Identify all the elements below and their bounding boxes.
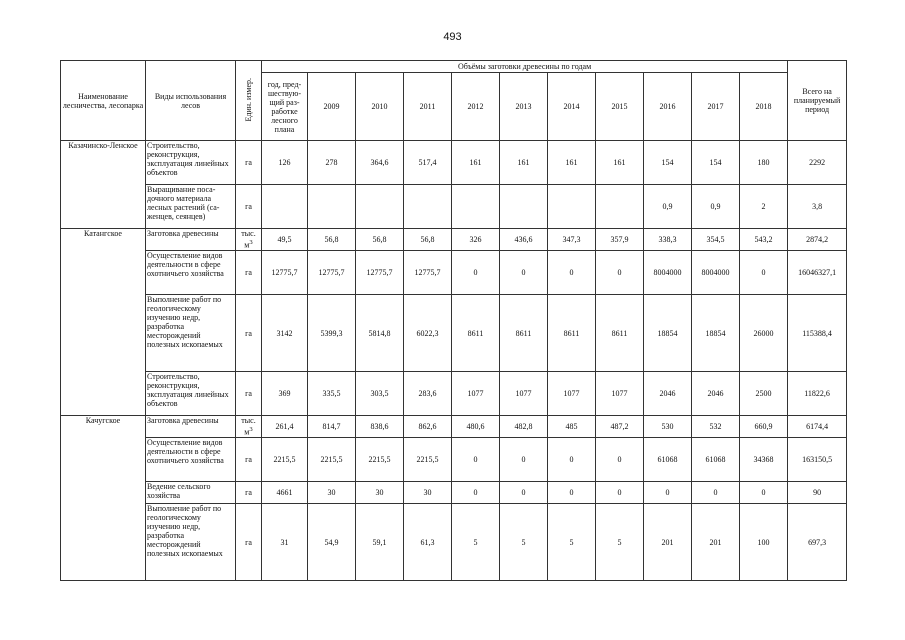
value-cell — [262, 185, 308, 229]
value-cell: 5 — [596, 504, 644, 581]
value-cell: 5814,8 — [356, 295, 404, 372]
header-year-2011: 2011 — [404, 73, 452, 141]
value-cell: 61068 — [692, 438, 740, 482]
table-row — [61, 438, 847, 482]
value-cell: 1077 — [500, 372, 548, 416]
unit-text: тыс. м — [241, 229, 256, 250]
value-cell: 0 — [452, 251, 500, 295]
header-previous-year: год, пред-шествую-щий раз-работке лесного плана — [262, 73, 308, 141]
unit-cell — [236, 229, 262, 251]
value-cell: 56,8 — [356, 229, 404, 251]
value-cell: 12775,7 — [404, 251, 452, 295]
value-cell: 0 — [692, 482, 740, 504]
forestry-name-cell — [61, 372, 146, 416]
value-cell: 161 — [548, 141, 596, 185]
value-cell: 30 — [356, 482, 404, 504]
forestry-name-cell: Качугское — [61, 416, 146, 438]
value-cell: 59,1 — [356, 504, 404, 581]
value-cell: 0 — [500, 482, 548, 504]
forest-use-cell: Выполнение работ по геологическому изучению недр, разработка месторождений полезных ископаемых — [146, 504, 236, 581]
value-cell: 357,9 — [596, 229, 644, 251]
value-cell: 6022,3 — [404, 295, 452, 372]
value-cell — [452, 185, 500, 229]
value-cell: 8611 — [452, 295, 500, 372]
header-forest-use: Виды использования лесов — [146, 61, 236, 141]
value-cell: 2215,5 — [356, 438, 404, 482]
unit-text: га — [245, 202, 252, 211]
value-cell: 0 — [596, 251, 644, 295]
forest-use-cell: Строительство, реконструкция, эксплуатация линейных объектов — [146, 372, 236, 416]
value-cell: 2046 — [644, 372, 692, 416]
value-cell: 5399,3 — [308, 295, 356, 372]
value-cell: 12775,7 — [356, 251, 404, 295]
value-cell: 0,9 — [644, 185, 692, 229]
value-cell: 2215,5 — [308, 438, 356, 482]
value-cell: 660,9 — [740, 416, 788, 438]
value-cell: 338,3 — [644, 229, 692, 251]
forest-use-cell: Осуществление видов деятельности в сфере охотничьего хозяйства — [146, 438, 236, 482]
value-cell: 2 — [740, 185, 788, 229]
value-cell: 8004000 — [692, 251, 740, 295]
value-cell: 326 — [452, 229, 500, 251]
unit-cell — [236, 504, 262, 581]
value-cell: 0 — [500, 438, 548, 482]
forest-use-cell: Заготовка древесины — [146, 416, 236, 438]
forestry-name-cell: Катангское — [61, 229, 146, 251]
header-forestry: Наименование лесничества, лесопарка — [61, 61, 146, 141]
forestry-name-cell — [61, 251, 146, 295]
header-year-2018: 2018 — [740, 73, 788, 141]
value-cell: 1077 — [596, 372, 644, 416]
value-cell — [500, 185, 548, 229]
total-cell: 163150,5 — [788, 438, 847, 482]
value-cell: 34368 — [740, 438, 788, 482]
unit-cell — [236, 372, 262, 416]
table-row — [61, 229, 847, 251]
value-cell: 0 — [644, 482, 692, 504]
table-row — [61, 504, 847, 581]
header-total: Всего на планируемый период — [788, 61, 847, 141]
value-cell: 49,5 — [262, 229, 308, 251]
table-row — [61, 416, 847, 438]
forest-use-cell: Заготовка древесины — [146, 229, 236, 251]
value-cell: 8611 — [548, 295, 596, 372]
total-cell: 3,8 — [788, 185, 847, 229]
value-cell: 126 — [262, 141, 308, 185]
value-cell: 485 — [548, 416, 596, 438]
unit-cell — [236, 482, 262, 504]
value-cell: 369 — [262, 372, 308, 416]
header-unit-text: Един. измер. — [244, 77, 253, 122]
harvest-volume-table — [60, 60, 847, 581]
header-year-2014: 2014 — [548, 73, 596, 141]
value-cell: 154 — [692, 141, 740, 185]
header-year-2017: 2017 — [692, 73, 740, 141]
value-cell: 0 — [596, 482, 644, 504]
value-cell: 436,6 — [500, 229, 548, 251]
value-cell: 0 — [452, 482, 500, 504]
header-volumes-by-year: Объёмы заготовки древесины по годам — [262, 61, 788, 73]
value-cell: 347,3 — [548, 229, 596, 251]
value-cell: 335,5 — [308, 372, 356, 416]
forestry-name-cell — [61, 295, 146, 372]
value-cell: 5 — [452, 504, 500, 581]
value-cell: 5 — [548, 504, 596, 581]
value-cell: 26000 — [740, 295, 788, 372]
value-cell: 56,8 — [308, 229, 356, 251]
table-row — [61, 482, 847, 504]
value-cell: 1077 — [452, 372, 500, 416]
table-row — [61, 251, 847, 295]
value-cell: 161 — [596, 141, 644, 185]
value-cell: 12775,7 — [308, 251, 356, 295]
forest-use-cell: Выполнение работ по геологическому изучению недр, разработка месторождений полезных ископаемых — [146, 295, 236, 372]
value-cell: 480,6 — [452, 416, 500, 438]
value-cell: 0 — [596, 438, 644, 482]
unit-cell — [236, 141, 262, 185]
value-cell: 61,3 — [404, 504, 452, 581]
value-cell: 814,7 — [308, 416, 356, 438]
value-cell: 2046 — [692, 372, 740, 416]
value-cell — [308, 185, 356, 229]
value-cell: 838,6 — [356, 416, 404, 438]
value-cell: 100 — [740, 504, 788, 581]
unit-text: га — [245, 268, 252, 277]
total-cell: 90 — [788, 482, 847, 504]
value-cell: 0 — [548, 438, 596, 482]
table-row — [61, 185, 847, 229]
header-unit — [236, 61, 262, 141]
unit-cell — [236, 416, 262, 438]
value-cell: 12775,7 — [262, 251, 308, 295]
total-cell: 115388,4 — [788, 295, 847, 372]
header-year-2013: 2013 — [500, 73, 548, 141]
value-cell: 543,2 — [740, 229, 788, 251]
unit-superscript: 3 — [249, 239, 253, 247]
table-row — [61, 141, 847, 185]
unit-cell — [236, 251, 262, 295]
value-cell: 0 — [740, 482, 788, 504]
value-cell: 154 — [644, 141, 692, 185]
value-cell: 201 — [692, 504, 740, 581]
value-cell: 18854 — [644, 295, 692, 372]
value-cell: 3142 — [262, 295, 308, 372]
value-cell: 30 — [308, 482, 356, 504]
forestry-name-cell — [61, 504, 146, 581]
total-cell: 6174,4 — [788, 416, 847, 438]
value-cell: 2500 — [740, 372, 788, 416]
value-cell: 8611 — [500, 295, 548, 372]
forest-use-cell: Строительство, реконструкция, эксплуатация линейных объектов — [146, 141, 236, 185]
forest-use-cell: Выращивание поса-дочного материала лесных растений (са-женцев, сеянцев) — [146, 185, 236, 229]
forestry-name-cell — [61, 438, 146, 482]
total-cell: 11822,6 — [788, 372, 847, 416]
value-cell: 0 — [548, 482, 596, 504]
value-cell: 8611 — [596, 295, 644, 372]
value-cell: 8004000 — [644, 251, 692, 295]
unit-text: тыс. м — [241, 416, 256, 437]
forest-use-cell: Ведение сельского хозяйства — [146, 482, 236, 504]
header-year-2010: 2010 — [356, 73, 404, 141]
unit-cell — [236, 438, 262, 482]
value-cell — [548, 185, 596, 229]
value-cell: 261,4 — [262, 416, 308, 438]
value-cell: 161 — [500, 141, 548, 185]
value-cell: 0 — [548, 251, 596, 295]
value-cell: 0 — [740, 251, 788, 295]
page-number: 493 — [443, 31, 462, 43]
table-row — [61, 372, 847, 416]
total-cell: 16046327,1 — [788, 251, 847, 295]
unit-superscript: 3 — [249, 426, 253, 434]
value-cell: 54,9 — [308, 504, 356, 581]
value-cell — [596, 185, 644, 229]
value-cell: 2215,5 — [262, 438, 308, 482]
value-cell: 18854 — [692, 295, 740, 372]
value-cell: 354,5 — [692, 229, 740, 251]
total-cell: 2292 — [788, 141, 847, 185]
value-cell: 482,8 — [500, 416, 548, 438]
unit-text: га — [245, 488, 252, 497]
value-cell: 31 — [262, 504, 308, 581]
value-cell: 303,5 — [356, 372, 404, 416]
unit-text: га — [245, 158, 252, 167]
total-cell: 697,3 — [788, 504, 847, 581]
value-cell: 278 — [308, 141, 356, 185]
value-cell — [404, 185, 452, 229]
value-cell: 364,6 — [356, 141, 404, 185]
value-cell: 2215,5 — [404, 438, 452, 482]
header-year-2016: 2016 — [644, 73, 692, 141]
header-year-2015: 2015 — [596, 73, 644, 141]
value-cell: 0 — [500, 251, 548, 295]
table-row — [61, 295, 847, 372]
value-cell: 5 — [500, 504, 548, 581]
value-cell: 4661 — [262, 482, 308, 504]
unit-cell — [236, 295, 262, 372]
value-cell: 201 — [644, 504, 692, 581]
forestry-name-cell: Казачинско-Ленское — [61, 141, 146, 185]
value-cell: 161 — [452, 141, 500, 185]
unit-text: га — [245, 389, 252, 398]
total-cell: 2874,2 — [788, 229, 847, 251]
forest-use-cell: Осуществление видов деятельности в сфере охотничьего хозяйства — [146, 251, 236, 295]
unit-text: га — [245, 455, 252, 464]
value-cell: 517,4 — [404, 141, 452, 185]
value-cell: 0,9 — [692, 185, 740, 229]
value-cell: 0 — [452, 438, 500, 482]
value-cell: 30 — [404, 482, 452, 504]
forestry-name-cell — [61, 482, 146, 504]
header-year-2012: 2012 — [452, 73, 500, 141]
header-year-2009: 2009 — [308, 73, 356, 141]
value-cell: 530 — [644, 416, 692, 438]
unit-text: га — [245, 328, 252, 338]
value-cell: 1077 — [548, 372, 596, 416]
value-cell: 487,2 — [596, 416, 644, 438]
unit-cell — [236, 185, 262, 229]
value-cell: 283,6 — [404, 372, 452, 416]
value-cell: 862,6 — [404, 416, 452, 438]
value-cell: 56,8 — [404, 229, 452, 251]
value-cell — [356, 185, 404, 229]
value-cell: 180 — [740, 141, 788, 185]
unit-text: га — [245, 537, 252, 547]
value-cell: 532 — [692, 416, 740, 438]
value-cell: 61068 — [644, 438, 692, 482]
forestry-name-cell — [61, 185, 146, 229]
